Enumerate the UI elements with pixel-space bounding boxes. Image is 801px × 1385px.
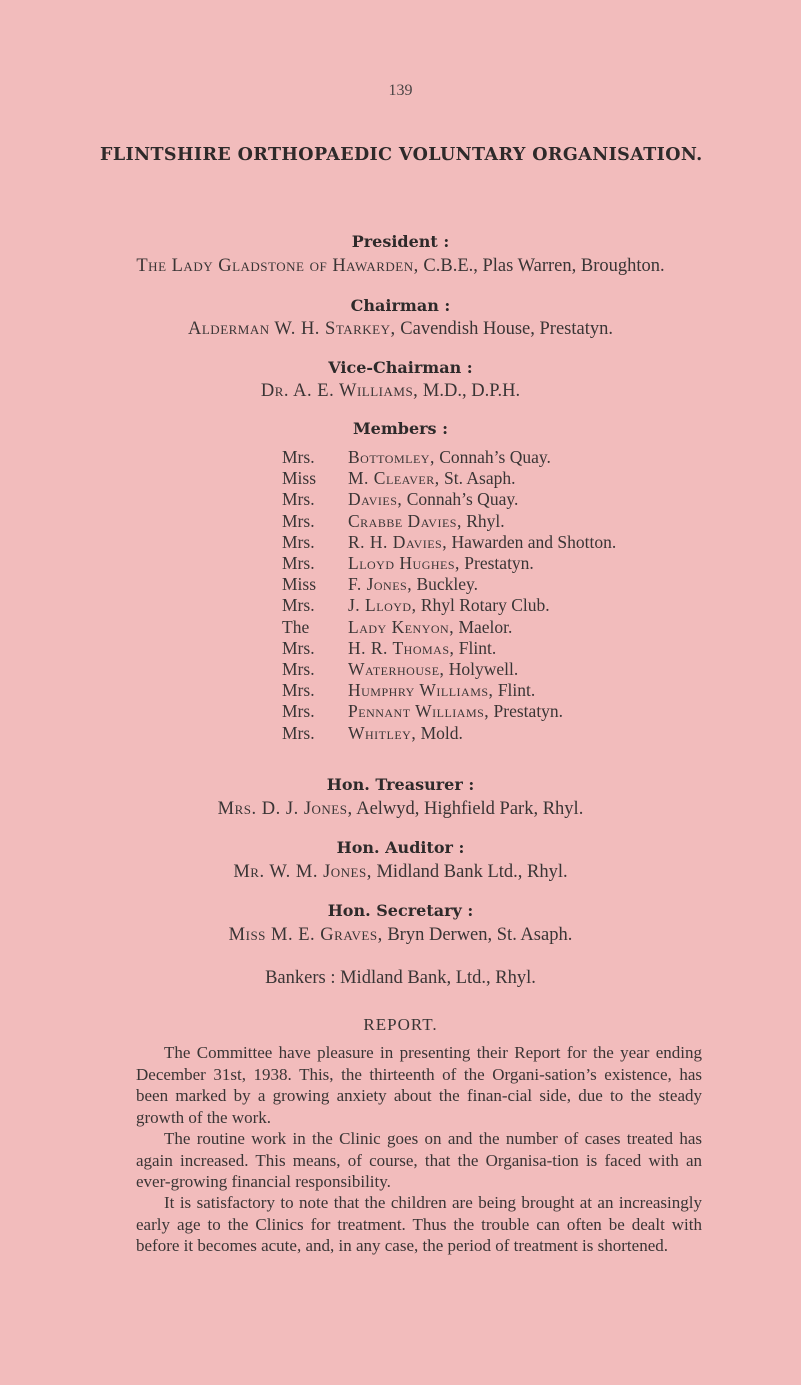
member-name: Humphry Williams, [348,680,494,701]
member-name: Davies, [348,489,403,510]
treasurer-details: Aelwyd, Highfield Park, Rhyl. [356,799,584,819]
vice-chairman-details: M.D., D.P.H. [422,381,521,401]
chairman-line [0,319,801,340]
member-item [282,532,762,553]
member-details: St. Asaph. [444,468,516,489]
member-title: Mrs. [282,553,315,574]
report-paragraph [136,1128,702,1193]
secretary-line [0,925,801,946]
member-title: Mrs. [282,531,315,552]
member-name: H. R. Thomas, [348,637,455,658]
member-name: F. Jones, [348,574,413,595]
member-title: Mrs. [282,510,315,531]
chairman-name: Alderman W. H. Starkey, [188,319,396,339]
auditor-line [0,862,801,883]
members-heading: Members : [352,419,449,438]
president-details: C.B.E., Plas Warren, Broughton. [423,256,665,276]
chairman-details: Cavendish House, Prestatyn. [400,319,613,339]
member-item [282,617,762,638]
secretary-heading: Hon. Secretary : [327,901,474,920]
president-heading: President : [351,232,450,251]
member-item [282,447,762,468]
member-details: Flint. [497,680,536,701]
auditor-details: Midland Bank Ltd., Rhyl. [376,862,568,882]
member-name: Pennant Williams, [348,701,490,722]
secretary-details: Bryn Derwen, St. Asaph. [387,925,573,945]
auditor-heading: Hon. Auditor : [336,838,465,857]
vice-chairman-heading: Vice-Chairman : [328,358,473,377]
report-paragraph [136,1192,702,1257]
member-item [282,511,762,532]
page-number: 139 [388,82,413,99]
report-paragraph-text: It is satisfactory to note that the children are being brought at an increasingly early age to the Clinics for treatment. Thus the trouble can often be dealt with before it becomes acute, and, in any case, the period of treatment is shortened. [136,1193,702,1256]
member-title: Mrs. [282,637,315,658]
member-title: Mrs. [282,659,315,680]
member-name: Lady Kenyon, [348,616,455,637]
member-details: Rhyl. [466,510,505,531]
member-name: Whitley, [348,722,417,743]
report-paragraph-text: The routine work in the Clinic goes on and the number of cases treated has again increased. This means, of course, that the Organisa-tion is faced with an ever-growing financial responsibility. [136,1129,702,1192]
member-name: Crabbe Davies, [348,510,462,531]
member-title: Mrs. [282,701,315,722]
member-item [282,468,762,489]
member-title: Miss [282,574,317,595]
page-title: FLINTSHIRE ORTHOPAEDIC VOLUNTARY ORGANISATION. [100,145,703,165]
member-name: Waterhouse, [348,659,445,680]
report-paragraph-text: The Committee have pleasure in presenting their Report for the year ending December 31st, 1938. This, the thirteenth of the Organi-sation’s existence, has been marked by a growing anxiety about the finan-cial side, due to the steady growth of the work. [136,1043,702,1127]
member-item [282,595,762,616]
member-title: Miss [282,468,317,489]
vice-chairman-line [0,381,791,402]
member-name: Lloyd Hughes, [348,553,460,574]
treasurer-name: Mrs. D. J. Jones, [217,799,353,819]
member-name: M. Cleaver, [348,468,440,489]
members-list [282,447,762,744]
report-paragraph [136,1042,702,1128]
member-name: R. H. Davies, [348,531,448,552]
member-details: Mold. [420,722,463,743]
member-title: Mrs. [282,722,315,743]
member-title: Mrs. [282,489,315,510]
member-details: Hawarden and Shotton. [451,531,617,552]
member-name: Bottomley, [348,447,435,467]
member-details: Rhyl Rotary Club. [420,595,550,616]
member-name: J. Lloyd, [348,595,417,616]
member-item [282,574,762,595]
member-details: Connah’s Quay. [439,447,551,467]
bankers-line: Bankers : Midland Bank, Ltd., Rhyl. [265,968,536,988]
member-item [282,723,762,744]
member-title: Mrs. [282,447,315,467]
treasurer-line [0,799,801,820]
member-title: The [282,616,310,637]
member-title: Mrs. [282,680,315,701]
member-item [282,638,762,659]
president-name: The Lady Gladstone of Hawarden, [136,256,419,276]
member-title: Mrs. [282,595,315,616]
secretary-name: Miss M. E. Graves, [228,925,383,945]
member-details: Connah’s Quay. [406,489,519,510]
member-details: Buckley. [416,574,479,595]
member-details: Prestatyn. [464,553,534,574]
auditor-name: Mr. W. M. Jones, [233,862,372,882]
treasurer-heading: Hon. Treasurer : [326,775,475,794]
member-item [282,659,762,680]
member-details: Maelor. [458,616,513,637]
chairman-heading: Chairman : [350,296,451,315]
member-item [282,553,762,574]
vice-chairman-name: Dr. A. E. Williams, [260,381,419,401]
president-line [0,256,801,277]
member-details: Flint. [458,637,497,658]
member-details: Holywell. [448,659,519,680]
member-item [282,701,762,722]
report-title: REPORT. [363,1015,438,1034]
member-item [282,489,762,510]
member-item [282,680,762,701]
member-details: Prestatyn. [493,701,564,722]
